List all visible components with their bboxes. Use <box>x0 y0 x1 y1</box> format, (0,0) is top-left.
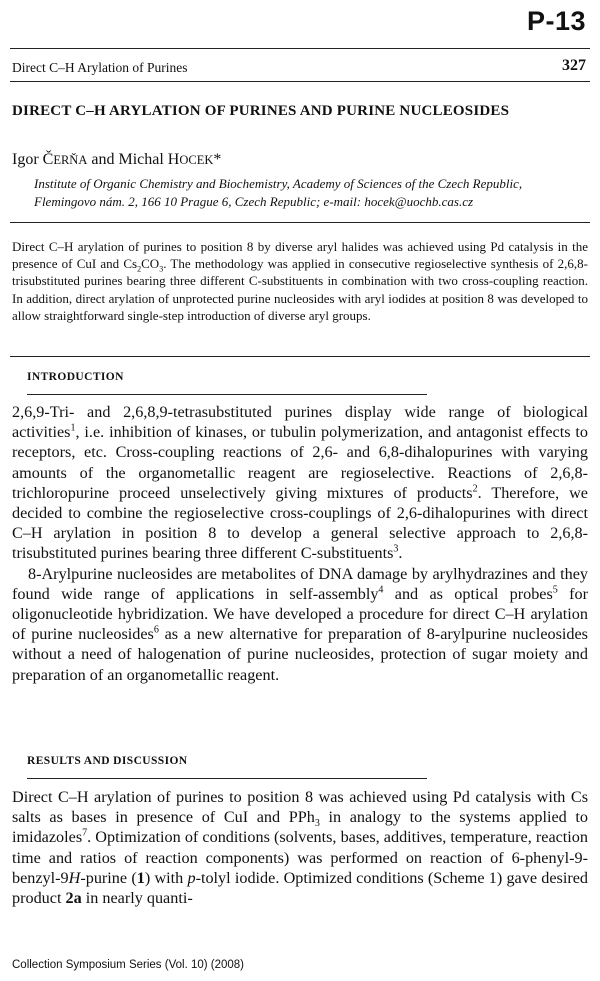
results-paragraph-1: Direct C–H arylation of purines to position 8 was achieved using Pd catalysis with Cs salts as bases in presence of CuI and PPh$_3$ in analogy to the systems applied to imidazoles$^7$. Optimization of conditions (solvents, bases, additives, temperature, reaction time and ratios of reaction components) was performed on reaction of 6-phenyl-9-benzyl-9H-purine (1) with p-tolyl iodide. Optimized conditions (Scheme 1) gave desired product 2a in nearly quanti- <box>12 788 588 908</box>
author1-surname-initial: Č <box>42 151 54 168</box>
affiliation: Institute of Organic Chemistry and Biochemistry, Academy of Sciences of the Czech Republic, Flemingovo nám. 2, 166 10 Prague 6, Czech Republic; e-mail: hocek@uochb.cas.cz <box>34 176 523 209</box>
article-title: DIRECT C–H ARYLATION OF PURINES AND PURINE NUCLEOSIDES <box>12 103 510 119</box>
reference-mark: 6 <box>153 624 159 636</box>
reference-mark: 1 <box>70 422 76 434</box>
abstract-divider <box>10 356 590 357</box>
footer-series: Collection Symposium Series (Vol. 10) (2008) <box>12 959 245 971</box>
author2-surname-rest: OCEK <box>179 153 214 167</box>
reference-mark: 7 <box>82 828 88 840</box>
reference-mark: 2 <box>472 483 478 495</box>
page-number: 327 <box>562 57 586 74</box>
abstract: Direct C–H arylation of purines to position 8 by diverse aryl halides was achieved using Pd catalysis in the presence of CuI and $Cs_2CO_3$. The methodology was applied in consecutive regioselective synthesis of 2,6,8-trisubstituted purines bearing three different C-substituents in combination with two cross-coupling reaction. In addition, direct arylation of unprotected purine nucleosides with aryl iodides at position 8 was developed to allow straightforward single-step introduction of diverse aryl groups. <box>12 239 588 323</box>
introduction-body <box>12 402 588 685</box>
reference-mark: 4 <box>378 584 384 596</box>
introduction-heading: INTRODUCTION <box>27 371 124 383</box>
author-line <box>12 151 221 169</box>
author2-surname-initial: H <box>167 151 180 168</box>
author1-given: Igor <box>12 151 43 168</box>
reference-mark: 5 <box>552 584 558 596</box>
running-head: Direct C–H Arylation of Purines <box>12 60 188 75</box>
corresponding-mark: * <box>213 151 222 168</box>
author-conjunction: and Michal <box>87 151 168 168</box>
poster-code: P-13 <box>526 6 586 36</box>
header-divider-bottom <box>10 81 590 82</box>
results-heading: RESULTS AND DISCUSSION <box>27 755 188 767</box>
reference-mark: 3 <box>393 544 399 556</box>
results-heading-rule <box>27 778 427 779</box>
affiliation-divider <box>10 222 590 223</box>
intro-paragraph-1: 2,6,9-Tri- and 2,6,8,9-tetrasubstituted purines display wide range of biological activities$^1$, i.e. inhibition of kinases, or tubulin polymerization, and antagonist effects to receptors, etc. Cross-coupling reactions of 2,6- and 6,8-dihalopurines with varying amounts of the organometallic reagent are regioselective. Reactions of 2,6,8-trichloropurine proceed unselectively giving mixtures of products$^2$. Therefore, we decided to combine the regioselective cross-couplings of 2,6-dihalopurines with direct C–H arylation in position 8 to develop a general selective approach to 2,6,8-trisubstituted purines bearing three different C-substituents$^3$. <box>12 403 588 563</box>
header-divider <box>10 48 590 49</box>
intro-paragraph-2: 8-Arylpurine nucleosides are metabolites of DNA damage by arylhydrazines and they found wide range of applications in self-assembly$^4$ and as optical probes$^5$ for oligonucleotide hybridization. We have developed a procedure for direct C–H arylation of purine nucleosides$^6$ as a new alternative for preparation of 8-arylpurine nucleosides without a need of halogenation of purine nucleosides, protection of sugar moiety and preparation of an organometallic reagent. <box>12 564 589 684</box>
compound-number: 2a <box>65 889 82 908</box>
compound-number: 1 <box>136 868 145 887</box>
results-body <box>12 787 588 908</box>
author1-surname-rest: ERŇA <box>53 153 88 167</box>
introduction-heading-rule <box>27 394 427 395</box>
